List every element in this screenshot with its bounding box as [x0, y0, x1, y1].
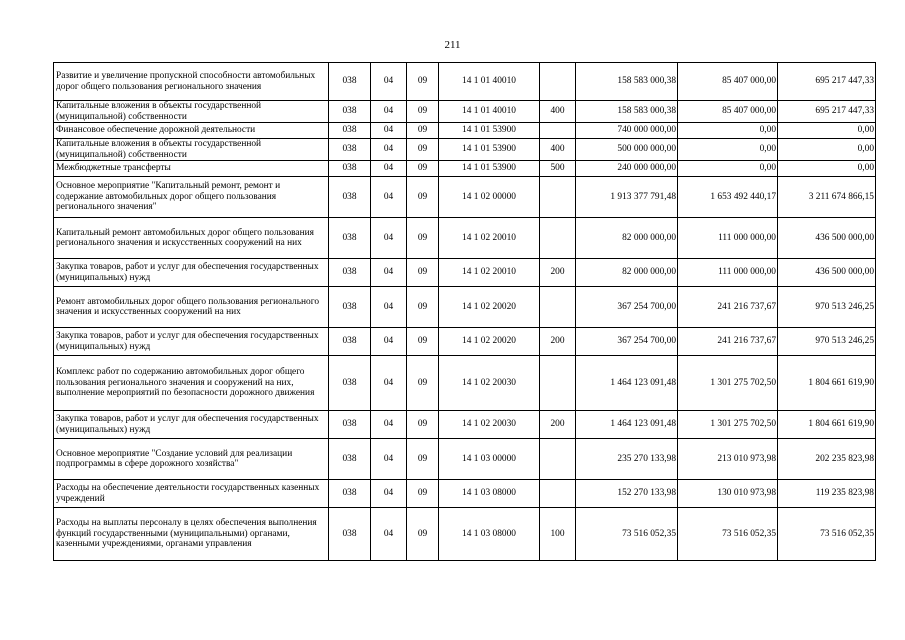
row-name: Закупка товаров, работ и услуг для обеспечения государственных (муниципальных) нужд [54, 259, 329, 287]
table-row [54, 101, 876, 123]
amount-year-1: 740 000 000,00 [576, 123, 678, 139]
section-code: 04 [371, 439, 407, 480]
amount-year-2: 85 407 000,00 [678, 101, 778, 123]
amount-year-1: 240 000 000,00 [576, 161, 678, 177]
amount-year-3: 202 235 823,98 [778, 439, 876, 480]
amount-year-1: 235 270 133,98 [576, 439, 678, 480]
section-code: 04 [371, 63, 407, 101]
table-row [54, 63, 876, 101]
subsection-code: 09 [407, 139, 439, 161]
page-number: 211 [444, 39, 461, 51]
admin-code: 038 [329, 356, 371, 411]
admin-code: 038 [329, 177, 371, 218]
subsection-code: 09 [407, 177, 439, 218]
subsection-code: 09 [407, 218, 439, 259]
row-name: Расходы на выплаты персоналу в целях обеспечения выполнения функций государственными (муниципальными) органами, казенными учреждениями, органами управления [54, 508, 329, 561]
subsection-code: 09 [407, 161, 439, 177]
table-row [54, 287, 876, 328]
amount-year-3: 73 516 052,35 [778, 508, 876, 561]
section-code: 04 [371, 356, 407, 411]
amount-year-3: 1 804 661 619,90 [778, 356, 876, 411]
target-code: 14 1 03 00000 [439, 439, 540, 480]
section-code: 04 [371, 101, 407, 123]
row-name: Капитальные вложения в объекты государственной (муниципальной) собственности [54, 139, 329, 161]
row-name: Комплекс работ по содержанию автомобильных дорог общего пользования регионального значения и сооружений на них, выполнение мероприятий по безопасности дорожного движения [54, 356, 329, 411]
table-row [54, 259, 876, 287]
amount-year-1: 152 270 133,98 [576, 480, 678, 508]
target-code: 14 1 02 00000 [439, 177, 540, 218]
admin-code: 038 [329, 101, 371, 123]
expense-type: 400 [540, 101, 576, 123]
section-code: 04 [371, 287, 407, 328]
amount-year-3: 695 217 447,33 [778, 101, 876, 123]
expense-type: 100 [540, 508, 576, 561]
table-row [54, 508, 876, 561]
amount-year-3: 0,00 [778, 139, 876, 161]
table-row [54, 218, 876, 259]
target-code: 14 1 02 20030 [439, 356, 540, 411]
subsection-code: 09 [407, 63, 439, 101]
amount-year-2: 111 000 000,00 [678, 259, 778, 287]
expense-type [540, 356, 576, 411]
section-code: 04 [371, 259, 407, 287]
section-code: 04 [371, 161, 407, 177]
admin-code: 038 [329, 328, 371, 356]
amount-year-2: 241 216 737,67 [678, 328, 778, 356]
section-code: 04 [371, 480, 407, 508]
target-code: 14 1 01 40010 [439, 101, 540, 123]
amount-year-2: 0,00 [678, 139, 778, 161]
section-code: 04 [371, 218, 407, 259]
admin-code: 038 [329, 218, 371, 259]
amount-year-3: 695 217 447,33 [778, 63, 876, 101]
expense-type [540, 218, 576, 259]
expense-type: 200 [540, 259, 576, 287]
target-code: 14 1 01 40010 [439, 63, 540, 101]
expense-type: 400 [540, 139, 576, 161]
admin-code: 038 [329, 287, 371, 328]
table-row [54, 480, 876, 508]
row-name: Закупка товаров, работ и услуг для обеспечения государственных (муниципальных) нужд [54, 328, 329, 356]
amount-year-2: 73 516 052,35 [678, 508, 778, 561]
admin-code: 038 [329, 439, 371, 480]
amount-year-2: 241 216 737,67 [678, 287, 778, 328]
subsection-code: 09 [407, 508, 439, 561]
section-code: 04 [371, 123, 407, 139]
section-code: 04 [371, 411, 407, 439]
table-row [54, 177, 876, 218]
amount-year-1: 82 000 000,00 [576, 218, 678, 259]
subsection-code: 09 [407, 259, 439, 287]
row-name: Развитие и увеличение пропускной способности автомобильных дорог общего пользования регионального значения [54, 63, 329, 101]
expense-type [540, 480, 576, 508]
subsection-code: 09 [407, 480, 439, 508]
amount-year-3: 119 235 823,98 [778, 480, 876, 508]
section-code: 04 [371, 139, 407, 161]
amount-year-3: 970 513 246,25 [778, 287, 876, 328]
target-code: 14 1 02 20010 [439, 218, 540, 259]
expense-type [540, 287, 576, 328]
amount-year-2: 111 000 000,00 [678, 218, 778, 259]
amount-year-3: 970 513 246,25 [778, 328, 876, 356]
row-name: Основное мероприятие "Создание условий для реализации подпрограммы в сфере дорожного хозяйства" [54, 439, 329, 480]
amount-year-1: 73 516 052,35 [576, 508, 678, 561]
admin-code: 038 [329, 508, 371, 561]
expense-type [540, 177, 576, 218]
row-name: Расходы на обеспечение деятельности государственных казенных учреждений [54, 480, 329, 508]
target-code: 14 1 01 53900 [439, 139, 540, 161]
amount-year-2: 0,00 [678, 161, 778, 177]
amount-year-2: 0,00 [678, 123, 778, 139]
row-name: Капитальный ремонт автомобильных дорог общего пользования регионального значения и искусственных сооружений на них [54, 218, 329, 259]
target-code: 14 1 03 08000 [439, 480, 540, 508]
target-code: 14 1 03 08000 [439, 508, 540, 561]
subsection-code: 09 [407, 439, 439, 480]
amount-year-2: 85 407 000,00 [678, 63, 778, 101]
row-name: Закупка товаров, работ и услуг для обеспечения государственных (муниципальных) нужд [54, 411, 329, 439]
row-name: Основное мероприятие "Капитальный ремонт, ремонт и содержание автомобильных дорог общего пользования регионального значения" [54, 177, 329, 218]
admin-code: 038 [329, 161, 371, 177]
subsection-code: 09 [407, 328, 439, 356]
amount-year-2: 1 301 275 702,50 [678, 356, 778, 411]
amount-year-3: 0,00 [778, 123, 876, 139]
section-code: 04 [371, 177, 407, 218]
row-name: Ремонт автомобильных дорог общего пользования регионального значения и искусственных сооружений на них [54, 287, 329, 328]
table-row [54, 411, 876, 439]
section-code: 04 [371, 328, 407, 356]
expense-type [540, 439, 576, 480]
amount-year-1: 1 913 377 791,48 [576, 177, 678, 218]
table-body [54, 63, 876, 561]
admin-code: 038 [329, 411, 371, 439]
subsection-code: 09 [407, 287, 439, 328]
table-row [54, 439, 876, 480]
admin-code: 038 [329, 259, 371, 287]
amount-year-2: 213 010 973,98 [678, 439, 778, 480]
amount-year-1: 1 464 123 091,48 [576, 411, 678, 439]
admin-code: 038 [329, 123, 371, 139]
admin-code: 038 [329, 139, 371, 161]
expense-type [540, 63, 576, 101]
table-row [54, 139, 876, 161]
admin-code: 038 [329, 63, 371, 101]
table-row [54, 356, 876, 411]
amount-year-2: 1 301 275 702,50 [678, 411, 778, 439]
target-code: 14 1 02 20030 [439, 411, 540, 439]
row-name: Капитальные вложения в объекты государственной (муниципальной) собственности [54, 101, 329, 123]
subsection-code: 09 [407, 411, 439, 439]
amount-year-1: 158 583 000,38 [576, 101, 678, 123]
subsection-code: 09 [407, 356, 439, 411]
target-code: 14 1 01 53900 [439, 123, 540, 139]
amount-year-1: 367 254 700,00 [576, 287, 678, 328]
amount-year-2: 130 010 973,98 [678, 480, 778, 508]
amount-year-1: 1 464 123 091,48 [576, 356, 678, 411]
amount-year-1: 158 583 000,38 [576, 63, 678, 101]
row-name: Межбюджетные трансферты [54, 161, 329, 177]
target-code: 14 1 02 20020 [439, 287, 540, 328]
amount-year-3: 1 804 661 619,90 [778, 411, 876, 439]
amount-year-3: 436 500 000,00 [778, 259, 876, 287]
target-code: 14 1 02 20010 [439, 259, 540, 287]
expense-type: 500 [540, 161, 576, 177]
amount-year-3: 3 211 674 866,15 [778, 177, 876, 218]
amount-year-1: 500 000 000,00 [576, 139, 678, 161]
table-row [54, 328, 876, 356]
table-row [54, 123, 876, 139]
amount-year-3: 0,00 [778, 161, 876, 177]
row-name: Финансовое обеспечение дорожной деятельности [54, 123, 329, 139]
amount-year-1: 82 000 000,00 [576, 259, 678, 287]
budget-table [53, 62, 876, 561]
expense-type: 200 [540, 328, 576, 356]
admin-code: 038 [329, 480, 371, 508]
target-code: 14 1 02 20020 [439, 328, 540, 356]
amount-year-3: 436 500 000,00 [778, 218, 876, 259]
target-code: 14 1 01 53900 [439, 161, 540, 177]
amount-year-2: 1 653 492 440,17 [678, 177, 778, 218]
table-row [54, 161, 876, 177]
amount-year-1: 367 254 700,00 [576, 328, 678, 356]
subsection-code: 09 [407, 101, 439, 123]
expense-type: 200 [540, 411, 576, 439]
subsection-code: 09 [407, 123, 439, 139]
expense-type [540, 123, 576, 139]
section-code: 04 [371, 508, 407, 561]
